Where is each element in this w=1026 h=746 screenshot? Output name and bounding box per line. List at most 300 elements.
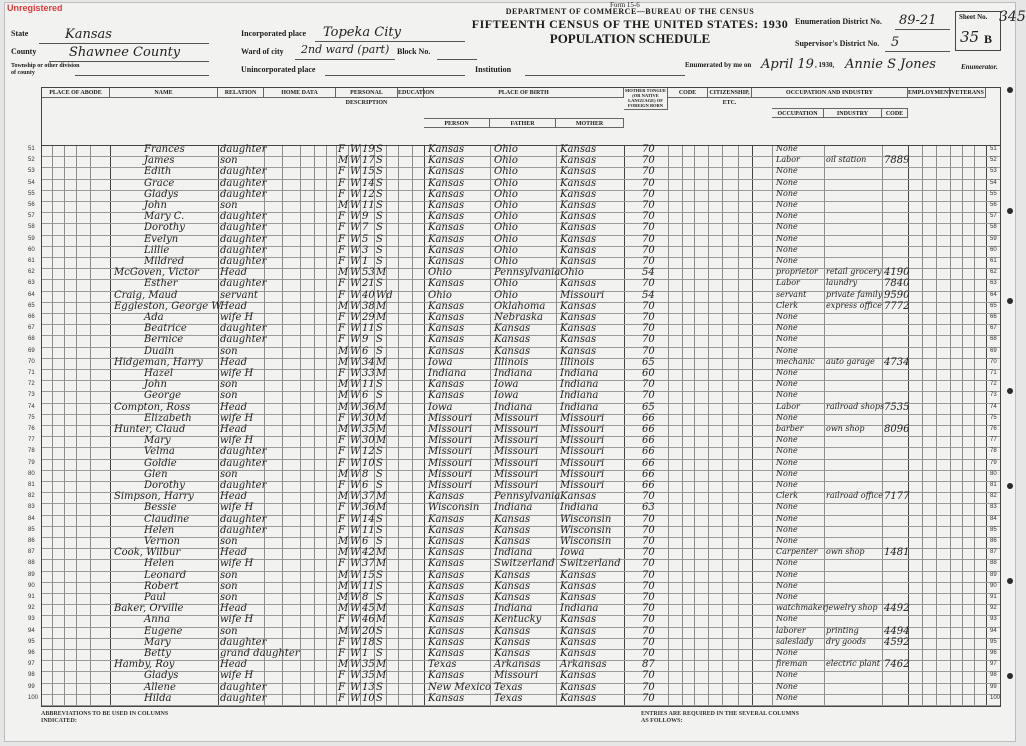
line-number: 68 bbox=[28, 336, 35, 343]
occupation-cell: None bbox=[776, 670, 798, 680]
code-cell: 70 bbox=[642, 312, 655, 323]
industry-cell: auto garage bbox=[826, 356, 875, 366]
relation-cell: son bbox=[220, 536, 238, 547]
age-cell: 30 bbox=[362, 412, 375, 424]
marital-cell: M bbox=[376, 300, 387, 312]
birthplace-cell: Kansas bbox=[428, 200, 465, 211]
line-number-right: 72 bbox=[990, 381, 997, 388]
mother-birthplace-cell: Missouri bbox=[560, 457, 605, 469]
occupation-cell: None bbox=[776, 177, 798, 187]
age-cell: 38 bbox=[362, 300, 375, 312]
relation-cell: Head bbox=[220, 267, 248, 279]
occupation-cell: None bbox=[776, 468, 798, 478]
enumerated-year: , 1930, bbox=[815, 61, 835, 69]
mother-birthplace-cell: Kansas bbox=[560, 625, 597, 637]
age-cell: 14 bbox=[362, 513, 375, 525]
line-number-right: 85 bbox=[990, 526, 997, 533]
relation-cell: daughter bbox=[220, 211, 267, 223]
industry-head: INDUSTRY bbox=[824, 108, 882, 118]
group-occupation: OCCUPATION AND INDUSTRY bbox=[752, 88, 908, 98]
line-number-right: 54 bbox=[990, 179, 997, 186]
relation-cell: Head bbox=[220, 356, 248, 368]
line-number-right: 97 bbox=[990, 661, 997, 668]
mother-birthplace-cell: Kansas bbox=[560, 155, 597, 167]
marital-cell: Wd bbox=[376, 289, 393, 301]
race-cell: W bbox=[350, 558, 361, 570]
form-number: Form 15-6 bbox=[610, 1, 640, 9]
group-employment: EMPLOYMENT bbox=[908, 90, 953, 96]
line-number-right: 53 bbox=[990, 168, 997, 175]
father-birthplace-cell: Ohio bbox=[494, 144, 518, 155]
name-cell: Simpson, Harry bbox=[114, 491, 194, 503]
marital-cell: M bbox=[376, 670, 387, 682]
name-cell: Mary bbox=[144, 435, 171, 447]
age-cell: 14 bbox=[362, 177, 375, 189]
sex-cell: F bbox=[338, 334, 345, 346]
birthplace-cell: Kansas bbox=[428, 312, 465, 323]
line-number: 84 bbox=[28, 515, 35, 522]
sheet-stamp: 345 bbox=[999, 9, 1026, 25]
relation-cell: daughter bbox=[220, 278, 267, 290]
birthplace-cell: Ohio bbox=[428, 289, 452, 301]
code-cell: 70 bbox=[642, 569, 655, 581]
father-birthplace-cell: Ohio bbox=[494, 278, 518, 290]
occ-code-cell: 8096 bbox=[884, 424, 910, 435]
sex-cell: F bbox=[338, 244, 345, 256]
mother-birthplace-cell: Missouri bbox=[560, 289, 605, 301]
birthplace-cell: Kansas bbox=[428, 569, 465, 581]
birthplace-cell: Kansas bbox=[428, 244, 465, 256]
race-cell: W bbox=[350, 446, 361, 458]
age-cell: 8 bbox=[362, 592, 369, 603]
supervisor-value: 5 bbox=[891, 35, 900, 50]
race-cell: W bbox=[350, 390, 361, 402]
race-cell: W bbox=[350, 524, 361, 536]
sex-cell: F bbox=[338, 648, 345, 659]
relation-cell: Head bbox=[220, 659, 248, 671]
age-cell: 11 bbox=[362, 524, 375, 536]
race-cell: W bbox=[350, 267, 361, 279]
age-cell: 11 bbox=[362, 379, 375, 391]
birthplace-cell: Ohio bbox=[428, 267, 452, 279]
marital-cell: S bbox=[376, 144, 383, 155]
line-number-right: 77 bbox=[990, 437, 997, 444]
marital-cell: S bbox=[376, 390, 383, 402]
sex-cell: F bbox=[338, 233, 345, 245]
occupation-cell: None bbox=[776, 592, 798, 601]
name-cell: Hidgeman, Harry bbox=[114, 356, 203, 368]
line-number-right: 74 bbox=[990, 403, 997, 410]
table-row bbox=[28, 200, 1000, 213]
occupation-cell: None bbox=[776, 166, 798, 176]
code-cell: 70 bbox=[642, 177, 655, 189]
race-cell: W bbox=[350, 580, 361, 592]
birthplace-cell: Kansas bbox=[428, 323, 465, 335]
institution-label: Institution bbox=[475, 65, 512, 74]
occupation-cell: servant bbox=[776, 289, 807, 299]
occupation-cell: Labor bbox=[776, 155, 800, 165]
sex-cell: M bbox=[338, 379, 349, 391]
line-number: 88 bbox=[28, 560, 35, 567]
mother-birthplace-cell: Kansas bbox=[560, 345, 597, 357]
marital-cell: S bbox=[376, 457, 383, 469]
occupation-cell: proprietor bbox=[776, 267, 818, 277]
relation-cell: wife H bbox=[220, 435, 254, 447]
county-label: County bbox=[11, 47, 37, 56]
occupation-cell: None bbox=[776, 412, 798, 422]
mother-birthplace-cell: Kansas bbox=[560, 491, 597, 503]
table-row bbox=[28, 211, 1000, 224]
code-cell: 65 bbox=[642, 401, 655, 413]
mother-birthplace-cell: Iowa bbox=[560, 547, 585, 559]
age-cell: 13 bbox=[362, 681, 375, 693]
relation-cell: son bbox=[220, 345, 238, 357]
race-cell: W bbox=[350, 211, 361, 223]
line-number-right: 76 bbox=[990, 426, 997, 432]
birthplace-cell: Texas bbox=[428, 659, 457, 671]
enumerated-date: April 19 bbox=[761, 57, 814, 72]
birthplace-cell: Kansas bbox=[428, 334, 465, 346]
line-number-right: 92 bbox=[990, 605, 997, 612]
sex-cell: M bbox=[338, 300, 349, 312]
line-number: 58 bbox=[28, 224, 35, 231]
father-birthplace-cell: Kansas bbox=[494, 636, 531, 648]
occupation-cell: saleslady bbox=[776, 636, 814, 646]
birthplace-cell: Kansas bbox=[428, 592, 465, 603]
age-cell: 10 bbox=[362, 692, 375, 704]
age-cell: 9 bbox=[362, 211, 369, 223]
age-cell: 10 bbox=[362, 457, 375, 469]
relation-cell: daughter bbox=[220, 636, 267, 648]
age-cell: 34 bbox=[362, 356, 375, 368]
relation-cell: son bbox=[220, 155, 238, 167]
marital-cell: S bbox=[376, 334, 383, 346]
mother-birthplace-cell: Kansas bbox=[560, 681, 597, 693]
relation-cell: daughter bbox=[220, 144, 267, 155]
line-number-right: 99 bbox=[990, 683, 997, 690]
occ-code-cell: 4492 bbox=[884, 603, 910, 615]
table-row bbox=[28, 379, 1000, 392]
marital-cell: S bbox=[376, 681, 383, 693]
code-cell: 70 bbox=[642, 524, 655, 536]
line-number-right: 51 bbox=[990, 146, 997, 152]
code-cell: 70 bbox=[642, 188, 655, 200]
mother-birthplace-cell: Switzerland bbox=[560, 558, 621, 570]
birthplace-cell: Kansas bbox=[428, 144, 465, 155]
line-number-right: 75 bbox=[990, 414, 997, 421]
marital-cell: S bbox=[376, 256, 383, 267]
marital-cell: M bbox=[376, 603, 387, 615]
mother-birthplace-cell: Missouri bbox=[560, 480, 605, 491]
marital-cell: M bbox=[376, 614, 387, 626]
name-cell: Dorothy bbox=[144, 480, 185, 491]
name-cell: Helen bbox=[144, 524, 175, 536]
code-cell: 60 bbox=[642, 368, 655, 379]
occupation-cell: None bbox=[776, 379, 798, 389]
mother-birthplace-cell: Kansas bbox=[560, 177, 597, 189]
table-row bbox=[28, 244, 1000, 258]
group-veterans: VETERANS bbox=[950, 88, 986, 98]
relation-cell: grand daughter bbox=[220, 648, 300, 659]
relation-cell: daughter bbox=[220, 334, 267, 346]
industry-cell: retail grocery bbox=[826, 267, 882, 277]
code-cell: 54 bbox=[642, 267, 655, 279]
line-number-right: 80 bbox=[990, 470, 997, 477]
group-citizenship: CITIZENSHIP, ETC. bbox=[708, 88, 752, 98]
name-cell: George bbox=[144, 390, 182, 402]
age-cell: 36 bbox=[362, 401, 375, 413]
race-cell: W bbox=[350, 334, 361, 346]
occupation-cell: None bbox=[776, 211, 798, 221]
mother-birthplace-cell: Ohio bbox=[560, 267, 584, 279]
race-cell: W bbox=[350, 491, 361, 503]
sex-cell: M bbox=[338, 659, 349, 671]
occupation-cell: None bbox=[776, 345, 798, 355]
table-row bbox=[28, 233, 1000, 247]
occupation-cell: None bbox=[776, 390, 798, 400]
sex-cell: F bbox=[338, 412, 345, 424]
code-cell: 70 bbox=[642, 379, 655, 391]
industry-cell: railroad shops bbox=[826, 401, 885, 411]
line-number-right: 67 bbox=[990, 325, 997, 332]
line-number: 96 bbox=[28, 650, 35, 656]
occupation-cell: mechanic bbox=[776, 356, 815, 366]
father-birthplace-cell: Ohio bbox=[494, 233, 518, 245]
footer-abbreviations: ABBREVIATIONS TO BE USED IN COLUMNS INDICATED: bbox=[41, 711, 169, 724]
age-cell: 29 bbox=[362, 312, 375, 323]
industry-cell: own shop bbox=[826, 547, 865, 557]
birthplace-cell: Kansas bbox=[428, 670, 465, 682]
father-birthplace-cell: Indiana bbox=[494, 368, 533, 379]
sex-cell: F bbox=[338, 558, 345, 570]
sex-cell: F bbox=[338, 278, 345, 290]
line-number: 73 bbox=[28, 392, 35, 399]
line-number-right: 89 bbox=[990, 571, 997, 578]
age-cell: 6 bbox=[362, 345, 369, 357]
father-birthplace-cell: Kansas bbox=[494, 580, 531, 592]
race-cell: W bbox=[350, 233, 361, 245]
name-cell: Goldie bbox=[144, 457, 177, 469]
race-cell: W bbox=[350, 625, 361, 637]
age-cell: 35 bbox=[362, 659, 375, 671]
line-number: 98 bbox=[28, 672, 35, 679]
name-cell: Elizabeth bbox=[144, 412, 192, 424]
state-value: Kansas bbox=[65, 27, 112, 42]
age-cell: 12 bbox=[362, 188, 375, 200]
mother-birthplace-cell: Kansas bbox=[560, 200, 597, 211]
occupation-cell: None bbox=[776, 334, 798, 344]
relation-cell: son bbox=[220, 569, 238, 581]
mother-birthplace-cell: Missouri bbox=[560, 446, 605, 458]
name-cell: Mary C. bbox=[144, 211, 185, 223]
age-cell: 7 bbox=[362, 222, 369, 234]
code-cell: 70 bbox=[642, 636, 655, 648]
father-birthplace-cell: Missouri bbox=[494, 468, 539, 480]
sex-cell: F bbox=[338, 513, 345, 525]
marital-cell: S bbox=[376, 580, 383, 592]
sex-cell: M bbox=[338, 625, 349, 637]
code-cell: 70 bbox=[642, 166, 655, 178]
occ-code-cell: 9590 bbox=[884, 289, 910, 301]
line-number: 64 bbox=[28, 291, 35, 298]
sex-cell: F bbox=[338, 524, 345, 536]
occ-code-cell: 4592 bbox=[884, 636, 910, 648]
occupation-cell: barber bbox=[776, 424, 804, 433]
line-number: 75 bbox=[28, 414, 35, 421]
population-table bbox=[28, 87, 1001, 707]
age-cell: 33 bbox=[362, 368, 375, 379]
age-cell: 3 bbox=[362, 244, 369, 256]
relation-cell: daughter bbox=[220, 323, 267, 335]
father-birthplace-cell: Kansas bbox=[494, 513, 531, 525]
relation-cell: daughter bbox=[220, 244, 267, 256]
line-number: 65 bbox=[28, 302, 35, 309]
footer-instructions bbox=[41, 709, 1001, 739]
relation-cell: daughter bbox=[220, 480, 267, 491]
footer-entries: ENTRIES ARE REQUIRED IN THE SEVERAL COLUMNS AS FOLLOWS: bbox=[641, 711, 799, 724]
mother-birthplace-cell: Kansas bbox=[560, 166, 597, 178]
relation-cell: son bbox=[220, 592, 238, 603]
industry-cell: oil station bbox=[826, 155, 867, 165]
marital-cell: S bbox=[376, 480, 383, 491]
name-cell: Hunter, Claud bbox=[114, 424, 186, 435]
line-number: 51 bbox=[28, 146, 35, 152]
county-value: Shawnee County bbox=[69, 45, 181, 60]
marital-cell: M bbox=[376, 368, 387, 379]
line-number: 55 bbox=[28, 190, 35, 197]
relation-cell: daughter bbox=[220, 513, 267, 525]
sex-cell: M bbox=[338, 592, 349, 603]
birthplace-cell: Kansas bbox=[428, 177, 465, 189]
occupation-cell: None bbox=[776, 580, 798, 590]
line-number-right: 91 bbox=[990, 594, 997, 600]
race-cell: W bbox=[350, 614, 361, 626]
relation-cell: son bbox=[220, 379, 238, 391]
age-cell: 42 bbox=[362, 547, 375, 559]
mother-birthplace-cell: Arkansas bbox=[560, 659, 607, 671]
mother-birthplace-cell: Wisconsin bbox=[560, 524, 612, 536]
marital-cell: S bbox=[376, 345, 383, 357]
mother-birthplace-cell: Kansas bbox=[560, 222, 597, 234]
marital-cell: S bbox=[376, 524, 383, 536]
birthplace-cell: Iowa bbox=[428, 401, 453, 413]
marital-cell: M bbox=[376, 502, 387, 514]
sex-cell: M bbox=[338, 401, 349, 413]
occupation-cell: None bbox=[776, 524, 798, 534]
occ-code-cell: 4494 bbox=[884, 625, 910, 637]
code-cell: 70 bbox=[642, 334, 655, 346]
birthplace-cell: Kansas bbox=[428, 536, 465, 547]
sex-cell: M bbox=[338, 491, 349, 503]
relation-cell: son bbox=[220, 580, 238, 592]
marital-cell: S bbox=[376, 233, 383, 245]
occ-code-cell: 1481 bbox=[884, 547, 910, 559]
occupation-cell: None bbox=[776, 502, 798, 512]
sex-cell: F bbox=[338, 211, 345, 223]
mother-birthplace-cell: Kansas bbox=[560, 648, 597, 659]
line-number: 100 bbox=[28, 694, 39, 701]
birthplace-cell: Kansas bbox=[428, 233, 465, 245]
birthplace-cell: Missouri bbox=[428, 435, 473, 447]
name-cell: Robert bbox=[144, 580, 179, 592]
race-cell: W bbox=[350, 155, 361, 167]
industry-cell: jewelry shop bbox=[826, 603, 878, 613]
mother-birthplace-cell: Kansas bbox=[560, 233, 597, 245]
occ-code-cell: 4734 bbox=[884, 356, 910, 368]
sex-cell: F bbox=[338, 312, 345, 323]
sex-cell: F bbox=[338, 457, 345, 469]
code-cell: 70 bbox=[642, 625, 655, 637]
name-cell: Esther bbox=[144, 278, 178, 290]
code-cell: 70 bbox=[642, 547, 655, 559]
mother-birthplace-cell: Kansas bbox=[560, 636, 597, 648]
industry-cell: dry goods bbox=[826, 636, 866, 646]
name-cell: Leonard bbox=[144, 569, 187, 581]
line-number: 81 bbox=[28, 482, 35, 488]
name-cell: Hazel bbox=[144, 368, 174, 379]
occupation-cell: None bbox=[776, 144, 798, 153]
mother-birthplace-cell: Kansas bbox=[560, 334, 597, 346]
occ-code-head: CODE bbox=[882, 108, 908, 118]
relation-cell: daughter bbox=[220, 681, 267, 693]
father-birthplace-cell: Pennsylvania bbox=[494, 267, 561, 279]
father-birthplace-cell: Iowa bbox=[494, 390, 519, 402]
mother-birthplace-cell: Missouri bbox=[560, 435, 605, 447]
age-cell: 35 bbox=[362, 424, 375, 435]
line-number-right: 98 bbox=[990, 672, 997, 679]
birthplace-cell: Missouri bbox=[428, 468, 473, 480]
age-cell: 45 bbox=[362, 603, 375, 615]
name-cell: James bbox=[144, 155, 175, 167]
binder-holes bbox=[1007, 3, 1017, 741]
industry-cell: electric plant bbox=[826, 659, 880, 669]
age-cell: 11 bbox=[362, 323, 375, 335]
industry-cell: express office bbox=[826, 300, 882, 310]
enumerator-label: Enumerator. bbox=[961, 63, 998, 71]
relation-cell: daughter bbox=[220, 222, 267, 234]
line-number: 76 bbox=[28, 426, 35, 432]
sex-cell: M bbox=[338, 603, 349, 615]
line-number: 86 bbox=[28, 538, 35, 544]
line-number: 71 bbox=[28, 370, 35, 376]
sex-cell: M bbox=[338, 536, 349, 547]
sex-cell: F bbox=[338, 144, 345, 155]
father-birthplace-cell: Ohio bbox=[494, 200, 518, 211]
mother-birthplace-cell: Indiana bbox=[560, 368, 599, 379]
code-cell: 70 bbox=[642, 390, 655, 402]
birthplace-cell: Kansas bbox=[428, 188, 465, 200]
code-cell: 65 bbox=[642, 356, 655, 368]
birthplace-cell: Indiana bbox=[428, 368, 467, 379]
occupation-cell: None bbox=[776, 256, 798, 265]
race-cell: W bbox=[350, 457, 361, 469]
father-birthplace-cell: Kansas bbox=[494, 648, 531, 659]
birthplace-cell: Kansas bbox=[428, 524, 465, 536]
father-birthplace-cell: Kentucky bbox=[494, 614, 542, 626]
census-title: FIFTEENTH CENSUS OF THE UNITED STATES: 1930 bbox=[471, 17, 789, 31]
code-cell: 66 bbox=[642, 457, 655, 469]
code-cell: 54 bbox=[642, 289, 655, 301]
marital-cell: S bbox=[376, 692, 383, 704]
birthplace-cell: Kansas bbox=[428, 211, 465, 223]
line-number: 67 bbox=[28, 325, 35, 332]
marital-cell: M bbox=[376, 547, 387, 559]
name-cell: Ada bbox=[144, 312, 164, 323]
sex-cell: M bbox=[338, 468, 349, 480]
birthplace-cell: Kansas bbox=[428, 278, 465, 290]
line-number-right: 56 bbox=[990, 202, 997, 208]
code-cell: 66 bbox=[642, 424, 655, 435]
